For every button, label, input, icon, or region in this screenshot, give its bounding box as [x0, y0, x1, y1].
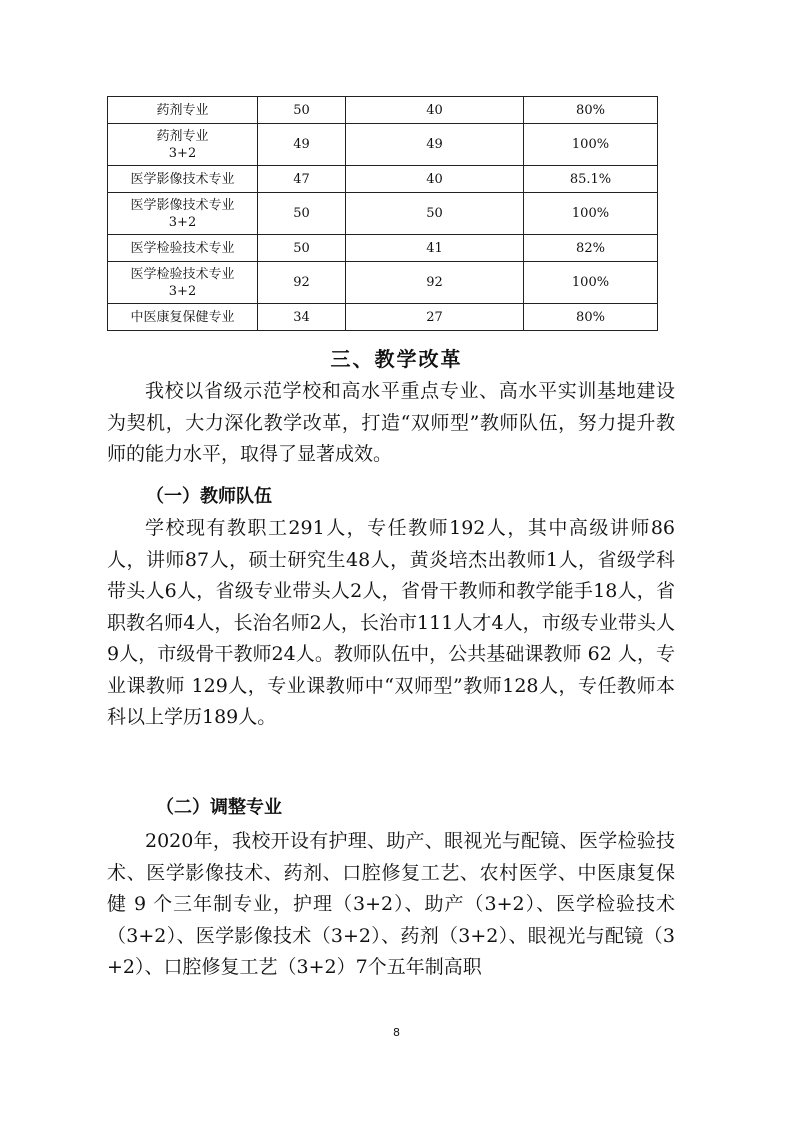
count-cell-b: 27	[346, 304, 524, 331]
table-row	[108, 304, 658, 331]
major-name-cell	[108, 193, 258, 235]
subsection-title-teachers: （一）教师队伍	[146, 486, 272, 507]
count-cell-a: 47	[258, 166, 346, 193]
major-name-cell	[108, 262, 258, 304]
table-row	[108, 97, 658, 124]
major-name-line: 3+2	[168, 283, 197, 299]
teachers-paragraph: 学校现有教职工291人，专任教师192人，其中高级讲师86人，讲师87人，硕士研究生48人，黄炎培杰出教师1人，省级学科带头人6人，省级专业带头人2人，省骨干教师和教学能手18人，省职教名师4人，长治名师2人，长治市111人才4人，市级专业带头人9人，市级骨干教师24人。教师队伍中，公共基础课教师 62 人，专业课教师 129人，专业课教师中“双师型”教师128人，专任教师本科以上学历189人。	[107, 517, 675, 728]
count-cell-a: 34	[258, 304, 346, 331]
count-cell-a: 50	[258, 97, 346, 124]
major-name-line: 医学检验技术专业	[130, 266, 235, 282]
rate-cell: 100%	[524, 124, 658, 166]
table-row	[108, 193, 658, 235]
major-name-cell	[108, 97, 258, 124]
subsection-title-majors: （二）调整专业	[156, 797, 282, 818]
count-cell-a: 50	[258, 193, 346, 235]
count-cell-b: 41	[346, 235, 524, 262]
count-cell-a: 92	[258, 262, 346, 304]
table-row	[108, 262, 658, 304]
rate-cell: 100%	[524, 193, 658, 235]
major-name-line: 药剂专业	[156, 128, 209, 144]
count-cell-b: 50	[346, 193, 524, 235]
section-title: 三、教学改革	[330, 347, 463, 371]
major-name-cell	[108, 304, 258, 331]
major-name-cell	[108, 166, 258, 193]
count-cell-a: 50	[258, 235, 346, 262]
major-name-line: 医学检验技术专业	[130, 240, 235, 256]
count-cell-b: 40	[346, 166, 524, 193]
major-name-cell	[108, 235, 258, 262]
count-cell-b: 92	[346, 262, 524, 304]
count-cell-b: 40	[346, 97, 524, 124]
rate-cell: 85.1%	[524, 166, 658, 193]
table-row	[108, 124, 658, 166]
rate-cell: 82%	[524, 235, 658, 262]
section-intro-paragraph: 我校以省级示范学校和高水平重点专业、高水平实训基地建设为契机，大力深化教学改革，打造“双师型”教师队伍，努力提升教师的能力水平，取得了显著成效。	[107, 380, 675, 465]
table-row	[108, 235, 658, 262]
major-name-line: 3+2	[168, 145, 197, 161]
major-name-line: 3+2	[168, 214, 197, 230]
rate-cell: 100%	[524, 262, 658, 304]
count-cell-a: 49	[258, 124, 346, 166]
count-cell-b: 49	[346, 124, 524, 166]
page-number: 8	[393, 1026, 400, 1039]
major-name-line: 中医康复保健专业	[130, 309, 235, 325]
table-row	[108, 166, 658, 193]
rate-cell: 80%	[524, 97, 658, 124]
enrollment-table	[107, 96, 658, 331]
table-body	[108, 97, 658, 331]
majors-paragraph: 2020年，我校开设有护理、助产、眼视光与配镜、医学检验技术、医学影像技术、药剂、口腔修复工艺、农村医学、中医康复保健 9 个三年制专业，护理（3+2）、助产（3+2）、医学检验技术（3+2）、医学影像技术（3+2）、药剂（3+2）、眼视光与配镜（3+2）、口腔修复工艺（3+2）7个五年制高职	[107, 830, 675, 978]
major-name-cell	[108, 124, 258, 166]
major-name-line: 医学影像技术专业	[130, 171, 235, 187]
major-name-line: 医学影像技术专业	[130, 197, 235, 213]
rate-cell: 80%	[524, 304, 658, 331]
major-name-line: 药剂专业	[156, 102, 209, 118]
